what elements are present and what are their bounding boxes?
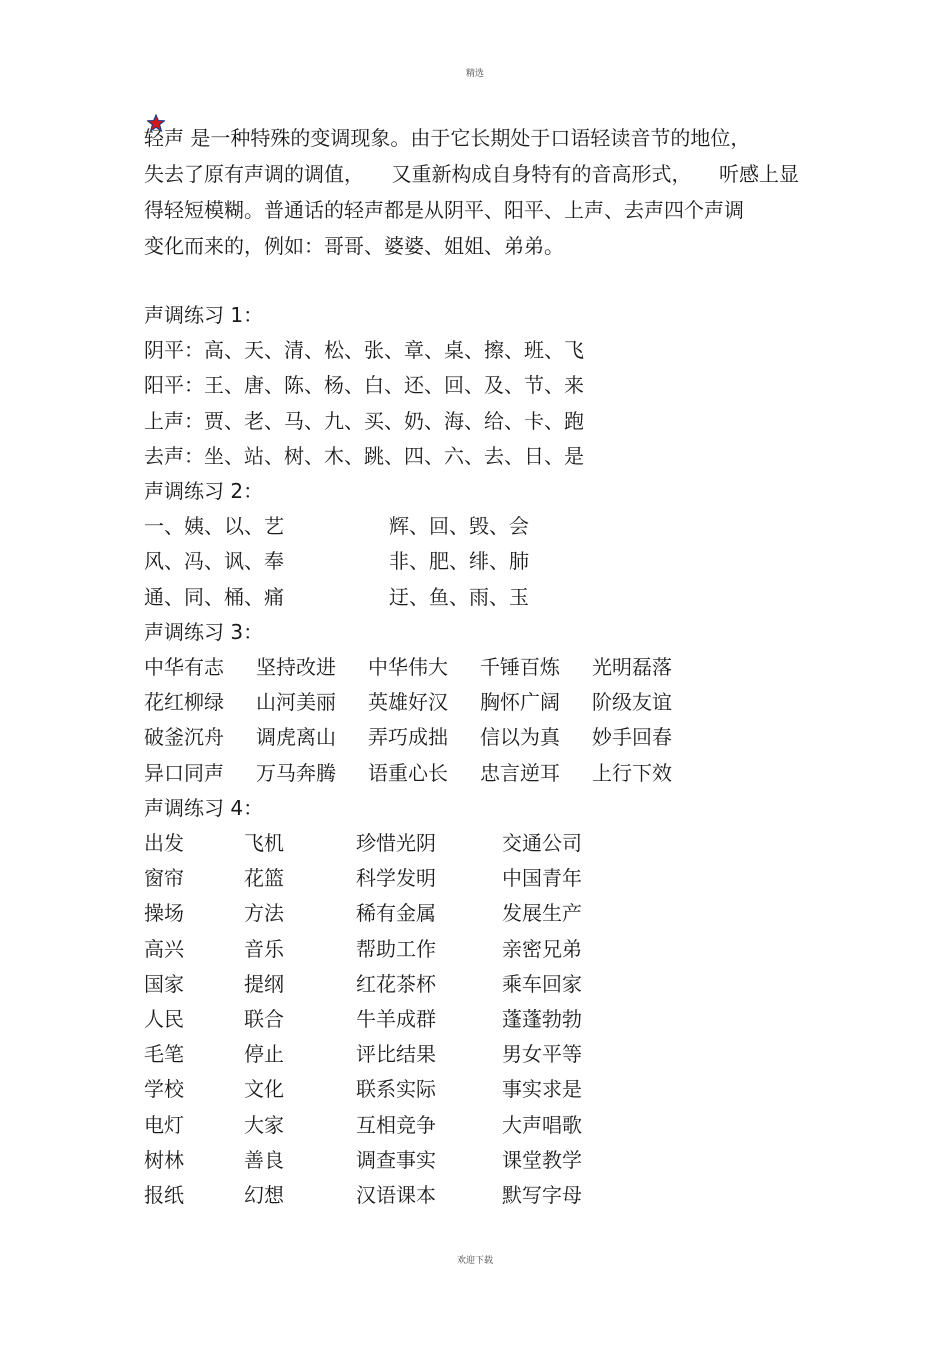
ex3-cell: 坚持改进 <box>256 655 336 679</box>
ex4-cell: 出发 <box>144 831 184 855</box>
ex2-cell: 辉、回、毁、会 <box>389 514 529 538</box>
intro-line-2-part-3: 听感上显 <box>719 162 799 186</box>
intro-first-word: 轻声 <box>144 120 184 156</box>
ex4-title: 声调练习 4： <box>144 796 264 820</box>
ex4-cell: 红花茶杯 <box>356 972 436 996</box>
intro-line-3: 得轻短模糊。普通话的轻声都是从阴平、阳平、上声、去声四个声调 <box>144 198 744 222</box>
ex4-cell: 课堂教学 <box>502 1148 582 1172</box>
ex4-cell: 方法 <box>244 901 284 925</box>
ex4-cell: 大声唱歌 <box>502 1113 582 1137</box>
ex3-cell: 上行下效 <box>592 761 672 785</box>
intro-line-1-rest: 是一种特殊的变调现象。由于它长期处于口语轻读音节的地位， <box>184 126 751 150</box>
ex2-cell: 风、冯、讽、奉 <box>144 549 284 573</box>
footer-mark: 欢迎下载 <box>456 1256 493 1266</box>
ex1-row: 上声：贾、老、马、九、买、奶、海、给、卡、跑 <box>144 409 584 433</box>
ex3-cell: 异口同声 <box>144 761 224 785</box>
ex3-cell: 调虎离山 <box>256 725 336 749</box>
ex3-cell: 千锤百炼 <box>480 655 560 679</box>
ex3-cell: 山河美丽 <box>256 690 336 714</box>
ex4-cell: 大家 <box>244 1113 284 1137</box>
ex4-cell: 飞机 <box>244 831 284 855</box>
ex3-cell: 阶级友谊 <box>592 690 672 714</box>
ex4-cell: 花篮 <box>244 866 284 890</box>
ex4-cell: 窗帘 <box>144 866 184 890</box>
ex3-cell: 万马奔腾 <box>256 761 336 785</box>
ex4-cell: 发展生产 <box>502 901 582 925</box>
ex3-cell: 弄巧成拙 <box>368 725 448 749</box>
ex3-cell: 胸怀广阔 <box>480 690 560 714</box>
ex4-cell: 国家 <box>144 972 184 996</box>
ex2-cell: 迂、鱼、雨、玉 <box>389 585 529 609</box>
ex2-cell: 通、同、桶、痛 <box>144 585 284 609</box>
ex4-cell: 珍惜光阴 <box>356 831 436 855</box>
ex4-cell: 报纸 <box>144 1183 184 1207</box>
ex2-cell: 非、肥、绯、肺 <box>389 549 529 573</box>
ex3-cell: 信以为真 <box>480 725 560 749</box>
ex4-cell: 牛羊成群 <box>356 1007 436 1031</box>
ex4-cell: 调查事实 <box>356 1148 436 1172</box>
ex4-cell: 交通公司 <box>502 831 582 855</box>
ex4-cell: 高兴 <box>144 937 184 961</box>
ex3-cell: 中华有志 <box>144 655 224 679</box>
ex4-cell: 汉语课本 <box>356 1183 436 1207</box>
ex3-cell: 语重心长 <box>368 761 448 785</box>
ex4-cell: 互相竞争 <box>356 1113 436 1137</box>
ex1-row: 阳平：王、唐、陈、杨、白、还、回、及、节、来 <box>144 373 584 397</box>
ex4-cell: 蓬蓬勃勃 <box>502 1007 582 1031</box>
intro-line-2-part-1: 失去了原有声调的调值， <box>144 162 364 186</box>
ex3-title: 声调练习 3： <box>144 620 264 644</box>
intro-line-2 <box>144 156 799 192</box>
ex3-cell: 英雄好汉 <box>368 690 448 714</box>
ex1-title: 声调练习 1： <box>144 303 264 327</box>
ex4-cell: 停止 <box>244 1042 284 1066</box>
ex4-cell: 音乐 <box>244 937 284 961</box>
ex2-title: 声调练习 2： <box>144 479 264 503</box>
ex4-cell: 电灯 <box>144 1113 184 1137</box>
ex4-cell: 操场 <box>144 901 184 925</box>
ex4-cell: 提纲 <box>244 972 284 996</box>
ex4-cell: 毛笔 <box>144 1042 184 1066</box>
ex4-cell: 帮助工作 <box>356 937 436 961</box>
ex3-cell: 光明磊落 <box>592 655 672 679</box>
ex4-cell: 男女平等 <box>502 1042 582 1066</box>
ex4-cell: 中国青年 <box>502 866 582 890</box>
ex4-cell: 评比结果 <box>356 1042 436 1066</box>
ex4-cell: 默写字母 <box>502 1183 582 1207</box>
ex4-cell: 事实求是 <box>502 1077 582 1101</box>
annotation-star-icon <box>147 114 165 132</box>
ex4-cell: 幻想 <box>244 1183 284 1207</box>
ex3-cell: 妙手回春 <box>592 725 672 749</box>
ex3-cell: 花红柳绿 <box>144 690 224 714</box>
ex3-cell: 中华伟大 <box>368 655 448 679</box>
ex1-row: 去声：坐、站、树、木、跳、四、六、去、日、是 <box>144 444 584 468</box>
ex4-cell: 稀有金属 <box>356 901 436 925</box>
intro-paragraph <box>144 120 814 264</box>
ex4-cell: 人民 <box>144 1007 184 1031</box>
ex4-cell: 亲密兄弟 <box>502 937 582 961</box>
ex4-cell: 联系实际 <box>356 1077 436 1101</box>
intro-line-2-part-2: 又重新构成自身特有的音高形式， <box>391 162 692 186</box>
ex1-row: 阴平：高、天、清、松、张、章、桌、擦、班、飞 <box>144 338 584 362</box>
ex4-cell: 乘车回家 <box>502 972 582 996</box>
intro-line-1 <box>144 120 814 156</box>
ex4-cell: 树林 <box>144 1148 184 1172</box>
ex4-cell: 善良 <box>244 1148 284 1172</box>
ex4-cell: 科学发明 <box>356 866 436 890</box>
ex4-cell: 学校 <box>144 1077 184 1101</box>
header-mark: 精选 <box>465 69 484 79</box>
ex2-cell: 一、姨、以、艺 <box>144 514 284 538</box>
ex4-cell: 文化 <box>244 1077 284 1101</box>
ex3-cell: 忠言逆耳 <box>480 761 560 785</box>
ex3-cell: 破釜沉舟 <box>144 725 224 749</box>
intro-line-4: 变化而来的，例如：哥哥、婆婆、姐姐、弟弟。 <box>144 234 564 258</box>
ex4-cell: 联合 <box>244 1007 284 1031</box>
